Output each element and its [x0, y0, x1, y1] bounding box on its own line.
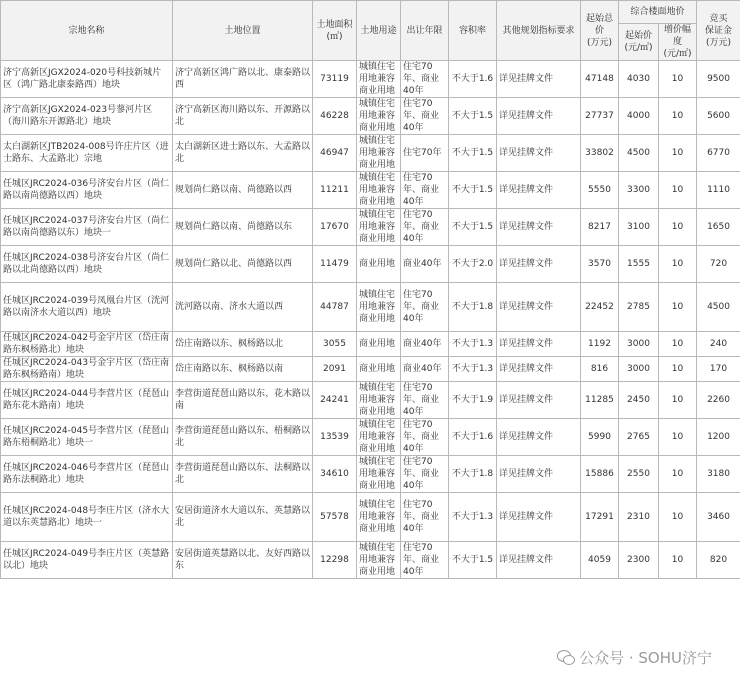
watermark-text: 公众号 · SOHU济宁 [579, 649, 712, 667]
land-use: 城镇住宅用地兼容商业用地 [357, 98, 401, 135]
land-increment: 10 [659, 493, 697, 542]
land-far: 不大于1.5 [449, 98, 497, 135]
land-name: 济宁高新区JGX2024-020号科技新城片区（鸿广路北康泰路西）地块 [1, 61, 173, 98]
land-name: 任城区JRC2024-038号济安台片区（尚仁路以北尚德路以西）地块 [1, 246, 173, 283]
land-start-price: 1555 [619, 246, 659, 283]
land-far: 不大于1.3 [449, 493, 497, 542]
land-other: 详见挂牌文件 [497, 382, 581, 419]
land-other: 详见挂牌文件 [497, 332, 581, 357]
header-other: 其他规划指标要求 [497, 1, 581, 61]
land-increment: 10 [659, 332, 697, 357]
land-far: 不大于1.5 [449, 135, 497, 172]
land-use: 商业用地 [357, 357, 401, 382]
header-deposit: 竞买 保证金 (万元) [697, 1, 740, 61]
land-use: 城镇住宅用地兼容商业用地 [357, 209, 401, 246]
header-total: 起始总价 (万元) [581, 1, 619, 61]
land-term: 住宅70年、商业40年 [401, 283, 449, 332]
table-row [1, 542, 740, 579]
land-name: 任城区JRC2024-049号李庄片区（英慧路以北）地块 [1, 542, 173, 579]
land-term: 住宅70年、商业40年 [401, 98, 449, 135]
land-start-price: 3000 [619, 332, 659, 357]
land-use: 城镇住宅用地兼容商业用地 [357, 135, 401, 172]
land-total: 5990 [581, 419, 619, 456]
land-start-price: 2765 [619, 419, 659, 456]
land-total: 47148 [581, 61, 619, 98]
land-deposit: 6770 [697, 135, 740, 172]
land-name: 任城区JRC2024-039号凤凰台片区（洸河路以南济水大道以西）地块 [1, 283, 173, 332]
table-row [1, 456, 740, 493]
land-total: 816 [581, 357, 619, 382]
land-area: 12298 [313, 542, 357, 579]
table-row [1, 332, 740, 357]
land-name: 任城区JRC2024-045号李营片区（琵琶山路东梧桐路北）地块一 [1, 419, 173, 456]
land-area: 44787 [313, 283, 357, 332]
land-use: 城镇住宅用地兼容商业用地 [357, 456, 401, 493]
land-other: 详见挂牌文件 [497, 246, 581, 283]
land-start-price: 3100 [619, 209, 659, 246]
land-increment: 10 [659, 246, 697, 283]
land-name: 任城区JRC2024-043号金宇片区（岱庄南路东枫杨路南）地块 [1, 357, 173, 382]
land-increment: 10 [659, 98, 697, 135]
table-row [1, 61, 740, 98]
land-area: 46228 [313, 98, 357, 135]
land-name: 任城区JRC2024-037号济安台片区（尚仁路以南尚德路以东）地块一 [1, 209, 173, 246]
header-term: 出让年限 [401, 1, 449, 61]
land-total: 5550 [581, 172, 619, 209]
header-increment: 增价幅度 (元/㎡) [659, 24, 697, 61]
land-area: 11211 [313, 172, 357, 209]
table-row [1, 209, 740, 246]
land-area: 13539 [313, 419, 357, 456]
land-increment: 10 [659, 542, 697, 579]
land-other: 详见挂牌文件 [497, 98, 581, 135]
header-name: 宗地名称 [1, 1, 173, 61]
land-location: 安居街道济水大道以东、英慧路以北 [173, 493, 313, 542]
land-term: 住宅70年、商业40年 [401, 456, 449, 493]
land-use: 城镇住宅用地兼容商业用地 [357, 542, 401, 579]
land-deposit: 240 [697, 332, 740, 357]
land-far: 不大于1.5 [449, 209, 497, 246]
land-increment: 10 [659, 283, 697, 332]
land-use: 城镇住宅用地兼容商业用地 [357, 493, 401, 542]
wechat-icon [557, 650, 575, 665]
land-far: 不大于1.8 [449, 283, 497, 332]
land-deposit: 5600 [697, 98, 740, 135]
land-deposit: 170 [697, 357, 740, 382]
land-deposit: 820 [697, 542, 740, 579]
land-total: 33802 [581, 135, 619, 172]
land-other: 详见挂牌文件 [497, 61, 581, 98]
land-area: 11479 [313, 246, 357, 283]
land-start-price: 4000 [619, 98, 659, 135]
land-location: 李营街道琵琶山路以东、梧桐路以北 [173, 419, 313, 456]
table-row [1, 493, 740, 542]
land-location: 安居街道英慧路以北、友好西路以东 [173, 542, 313, 579]
land-total: 11285 [581, 382, 619, 419]
land-name: 任城区JRC2024-044号李营片区（琵琶山路东花木路南）地块 [1, 382, 173, 419]
land-start-price: 4500 [619, 135, 659, 172]
land-use: 城镇住宅用地兼容商业用地 [357, 419, 401, 456]
header-use: 土地用途 [357, 1, 401, 61]
land-use: 商业用地 [357, 246, 401, 283]
land-other: 详见挂牌文件 [497, 283, 581, 332]
land-far: 不大于1.3 [449, 357, 497, 382]
header-comp: 综合楼面地价 [619, 1, 697, 24]
land-area: 73119 [313, 61, 357, 98]
land-term: 住宅70年、商业40年 [401, 209, 449, 246]
land-term: 住宅70年、商业40年 [401, 419, 449, 456]
land-name: 任城区JRC2024-046号李营片区（琵琶山路东法桐路北）地块 [1, 456, 173, 493]
land-far: 不大于1.6 [449, 61, 497, 98]
land-use: 城镇住宅用地兼容商业用地 [357, 61, 401, 98]
land-deposit: 2260 [697, 382, 740, 419]
land-term: 住宅70年、商业40年 [401, 493, 449, 542]
land-start-price: 3000 [619, 357, 659, 382]
land-location: 规划尚仁路以南、尚德路以西 [173, 172, 313, 209]
land-start-price: 2450 [619, 382, 659, 419]
land-deposit: 4500 [697, 283, 740, 332]
land-far: 不大于1.9 [449, 382, 497, 419]
land-area: 34610 [313, 456, 357, 493]
table-row [1, 172, 740, 209]
land-term: 住宅70年、商业40年 [401, 61, 449, 98]
land-location: 太白湖新区进士路以东、大孟路以北 [173, 135, 313, 172]
header-start-price: 起始价 (元/㎡) [619, 24, 659, 61]
land-name: 太白湖新区JTB2024-008号许庄片区（进士路东、大孟路北）宗地 [1, 135, 173, 172]
land-name: 任城区JRC2024-036号济安台片区（尚仁路以南尚德路以西）地块 [1, 172, 173, 209]
land-area: 17670 [313, 209, 357, 246]
land-total: 3570 [581, 246, 619, 283]
land-start-price: 2550 [619, 456, 659, 493]
land-name: 任城区JRC2024-048号李庄片区（济水大道以东英慧路北）地块一 [1, 493, 173, 542]
land-deposit: 1110 [697, 172, 740, 209]
land-far: 不大于1.3 [449, 332, 497, 357]
land-total: 8217 [581, 209, 619, 246]
land-increment: 10 [659, 456, 697, 493]
table-row [1, 135, 740, 172]
land-area: 2091 [313, 357, 357, 382]
land-other: 详见挂牌文件 [497, 493, 581, 542]
land-start-price: 2300 [619, 542, 659, 579]
land-other: 详见挂牌文件 [497, 357, 581, 382]
land-other: 详见挂牌文件 [497, 135, 581, 172]
table-row [1, 98, 740, 135]
land-far: 不大于1.5 [449, 542, 497, 579]
land-total: 4059 [581, 542, 619, 579]
land-deposit: 1200 [697, 419, 740, 456]
land-increment: 10 [659, 357, 697, 382]
land-deposit: 720 [697, 246, 740, 283]
table-row [1, 283, 740, 332]
table-row [1, 246, 740, 283]
land-deposit: 3460 [697, 493, 740, 542]
table-row [1, 419, 740, 456]
land-location: 岱庄南路以东、枫杨路以南 [173, 357, 313, 382]
land-increment: 10 [659, 61, 697, 98]
land-far: 不大于2.0 [449, 246, 497, 283]
land-term: 商业40年 [401, 332, 449, 357]
land-location: 李营街道琵琶山路以东、花木路以南 [173, 382, 313, 419]
land-increment: 10 [659, 419, 697, 456]
land-term: 住宅70年、商业40年 [401, 382, 449, 419]
land-use: 城镇住宅用地兼容商业用地 [357, 283, 401, 332]
land-term: 商业40年 [401, 357, 449, 382]
land-area: 3055 [313, 332, 357, 357]
header-location: 土地位置 [173, 1, 313, 61]
land-other: 详见挂牌文件 [497, 172, 581, 209]
land-use: 城镇住宅用地兼容商业用地 [357, 172, 401, 209]
land-term: 住宅70年、商业40年 [401, 172, 449, 209]
land-location: 岱庄南路以东、枫杨路以北 [173, 332, 313, 357]
header-far: 容积率 [449, 1, 497, 61]
land-location: 济宁高新区海川路以东、开源路以北 [173, 98, 313, 135]
land-other: 详见挂牌文件 [497, 209, 581, 246]
land-term: 商业40年 [401, 246, 449, 283]
land-location: 规划尚仁路以北、尚德路以西 [173, 246, 313, 283]
land-total: 27737 [581, 98, 619, 135]
land-term: 住宅70年 [401, 135, 449, 172]
land-other: 详见挂牌文件 [497, 456, 581, 493]
land-name: 任城区JRC2024-042号金宇片区（岱庄南路东枫杨路北）地块 [1, 332, 173, 357]
land-location: 洸河路以南、济水大道以西 [173, 283, 313, 332]
land-start-price: 4030 [619, 61, 659, 98]
land-total: 1192 [581, 332, 619, 357]
land-start-price: 2310 [619, 493, 659, 542]
table-row [1, 357, 740, 382]
land-other: 详见挂牌文件 [497, 542, 581, 579]
land-far: 不大于1.5 [449, 172, 497, 209]
land-area: 57578 [313, 493, 357, 542]
table-row [1, 382, 740, 419]
land-increment: 10 [659, 382, 697, 419]
land-deposit: 3180 [697, 456, 740, 493]
header-area: 土地面积 (㎡) [313, 1, 357, 61]
land-increment: 10 [659, 209, 697, 246]
land-area: 46947 [313, 135, 357, 172]
land-deposit: 1650 [697, 209, 740, 246]
land-term: 住宅70年、商业40年 [401, 542, 449, 579]
land-far: 不大于1.8 [449, 456, 497, 493]
land-total: 22452 [581, 283, 619, 332]
land-use: 城镇住宅用地兼容商业用地 [357, 382, 401, 419]
land-location: 济宁高新区鸿广路以北、康泰路以西 [173, 61, 313, 98]
land-location: 李营街道琵琶山路以东、法桐路以北 [173, 456, 313, 493]
land-use: 商业用地 [357, 332, 401, 357]
land-name: 济宁高新区JGX2024-023号蓼河片区（海川路东开源路北）地块 [1, 98, 173, 135]
land-start-price: 3300 [619, 172, 659, 209]
land-total: 15886 [581, 456, 619, 493]
land-location: 规划尚仁路以南、尚德路以东 [173, 209, 313, 246]
land-other: 详见挂牌文件 [497, 419, 581, 456]
land-start-price: 2785 [619, 283, 659, 332]
land-total: 17291 [581, 493, 619, 542]
land-increment: 10 [659, 172, 697, 209]
watermark [557, 647, 712, 668]
land-deposit: 9500 [697, 61, 740, 98]
land-area: 24241 [313, 382, 357, 419]
land-far: 不大于1.6 [449, 419, 497, 456]
land-increment: 10 [659, 135, 697, 172]
